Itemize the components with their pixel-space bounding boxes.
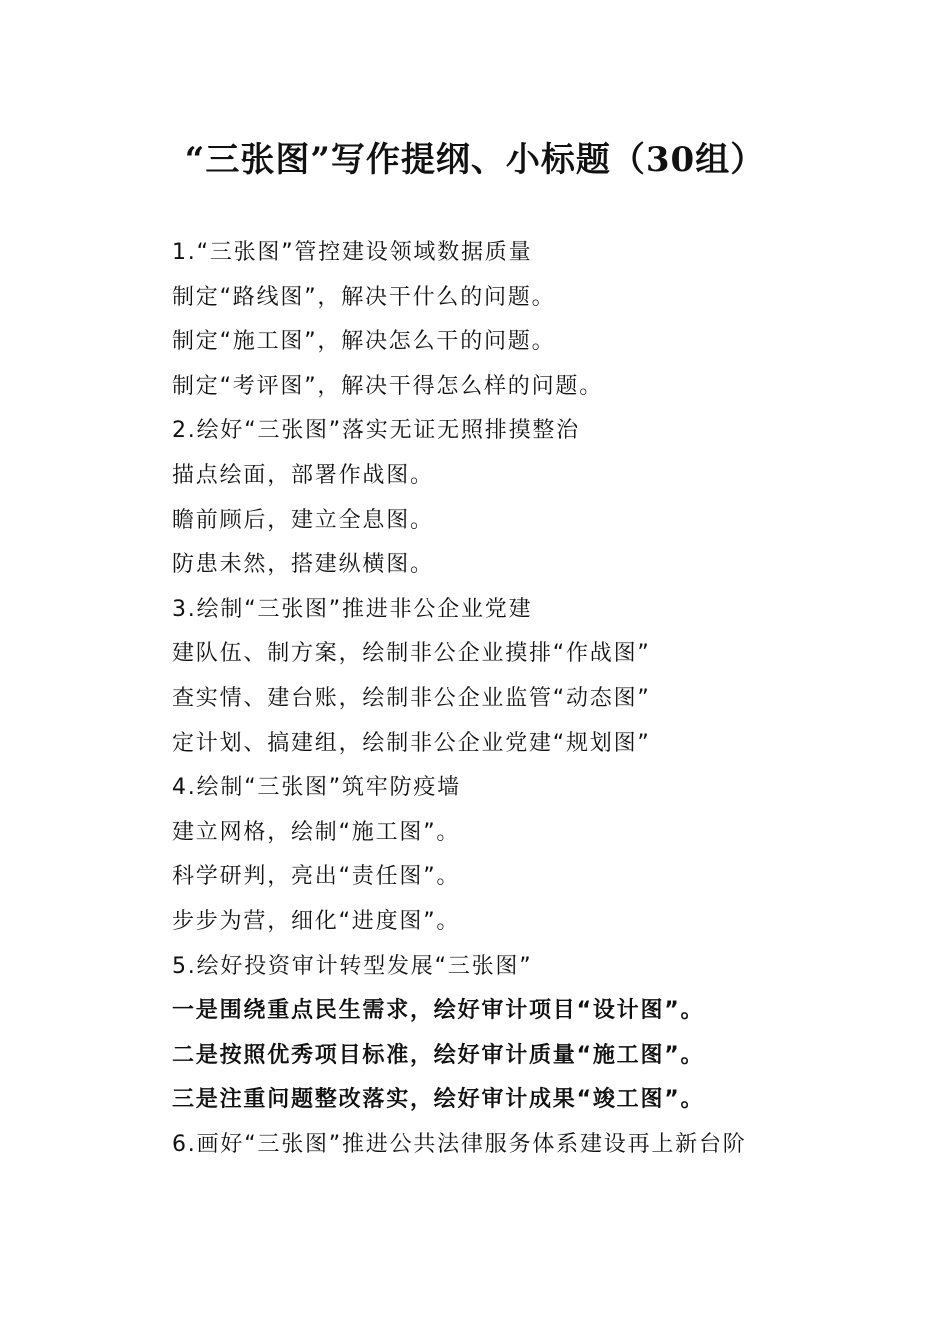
body-line: 描点绘面，部署作战图。 bbox=[172, 462, 434, 488]
section-heading: 6.画好“三张图”推进公共法律服务体系建设再上新台阶 bbox=[172, 1131, 747, 1157]
body-line: 一是围绕重点民生需求，绘好审计项目“设计图”。 bbox=[172, 998, 705, 1024]
body-line: 制定“考评图”，解决干得怎么样的问题。 bbox=[172, 373, 603, 399]
body-line: 三是注重问题整改落实，绘好审计成果“竣工图”。 bbox=[172, 1087, 705, 1113]
section-heading: 1.“三张图”管控建设领域数据质量 bbox=[172, 240, 533, 265]
body-line: 科学研判，亮出“责任图”。 bbox=[172, 864, 461, 890]
section-heading: 2.绘好“三张图”落实无证无照排摸整治 bbox=[172, 418, 580, 444]
body-line: 制定“施工图”，解决怎么干的问题。 bbox=[172, 329, 556, 355]
section-heading: 4.绘制“三张图”筑牢防疫墙 bbox=[172, 775, 461, 801]
section-heading: 5.绘好投资审计转型发展“三张图” bbox=[172, 953, 533, 979]
body-line: 定计划、搞建组，绘制非公企业党建“规划图” bbox=[172, 730, 651, 756]
body-line: 查实情、建台账，绘制非公企业监管“动态图” bbox=[172, 685, 651, 711]
body-line: 二是按照优秀项目标准，绘好审计质量“施工图”。 bbox=[172, 1042, 705, 1068]
document-body bbox=[172, 231, 892, 1167]
body-line: 瞻前顾后，建立全息图。 bbox=[172, 507, 434, 533]
body-line: 步步为营，细化“进度图”。 bbox=[172, 908, 461, 934]
section-heading: 3.绘制“三张图”推进非公企业党建 bbox=[172, 596, 533, 622]
body-line: 建立网格，绘制“施工图”。 bbox=[172, 819, 461, 845]
document-title: “三张图”写作提纲、小标题（30组） bbox=[184, 140, 766, 180]
body-line: 防患未然，搭建纵横图。 bbox=[172, 552, 434, 578]
body-line: 建队伍、制方案，绘制非公企业摸排“作战图” bbox=[172, 641, 651, 667]
body-line: 制定“路线图”，解决干什么的问题。 bbox=[172, 284, 556, 310]
